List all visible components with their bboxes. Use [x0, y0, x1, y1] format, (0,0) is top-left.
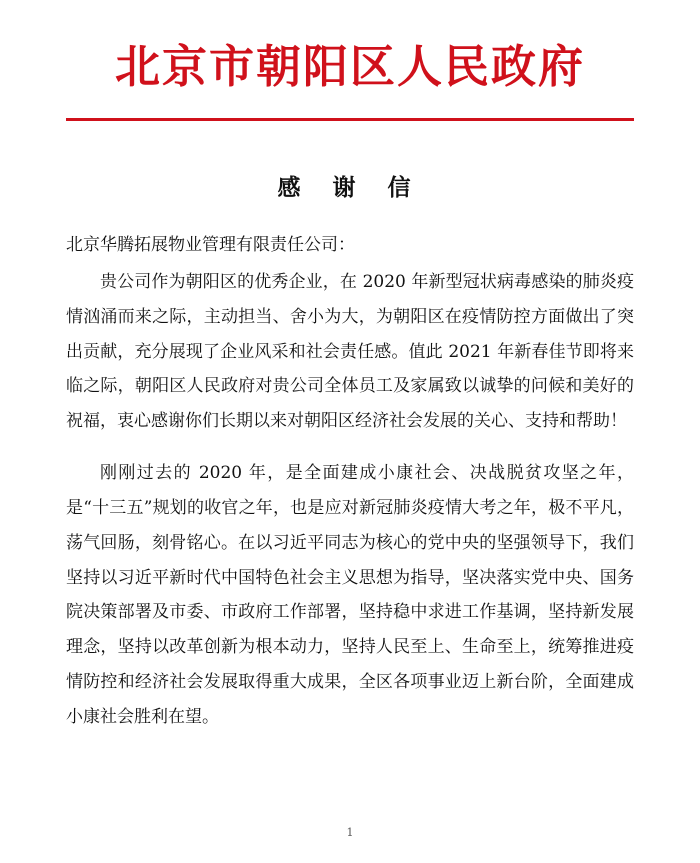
letterhead-organization-title: 北京市朝阳区人民政府: [114, 40, 585, 93]
body-paragraph: 贵公司作为朝阳区的优秀企业，在 2020 年新型冠状病毒感染的肺炎疫情汹涌而来之际，主动担当、舍小为大，为朝阳区在疫情防控方面做出了突出贡献，充分展现了企业风采和社会责任感。值此 2021 年新春佳节即将来临之际，朝阳区人民政府对贵公司全体员工及家属致以诚挚的问候和美好的祝福，衷心感谢你们长期以来对朝阳区经济社会发展的关心、支持和帮助！: [66, 271, 634, 432]
letterhead-divider: [66, 118, 634, 121]
page-number: 1: [346, 826, 354, 839]
letter-body: [66, 228, 634, 735]
salutation-line: 北京华腾拓展物业管理有限责任公司：: [66, 235, 355, 255]
body-paragraph: 刚刚过去的 2020 年，是全面建成小康社会、决战脱贫攻坚之年，是“十三五”规划的收官之年，也是应对新冠肺炎疫情大考之年，极不平凡，荡气回肠，刻骨铭心。在以习近平同志为核心的党中央的坚强领导下，我们坚持以习近平新时代中国特色社会主义思想为指导，坚决落实党中央、国务院决策部署及市委、市政府工作部署，坚持稳中求进工作基调，坚持新发展理念，坚持以改革创新为根本动力，坚持人民至上、生命至上，统筹推进疫情防控和经济社会发展取得重大成果，全区各项事业迈上新台阶，全面建成小康社会胜利在望。: [66, 463, 634, 727]
letterhead: [66, 0, 634, 121]
page-title: 感 谢 信: [277, 174, 423, 201]
